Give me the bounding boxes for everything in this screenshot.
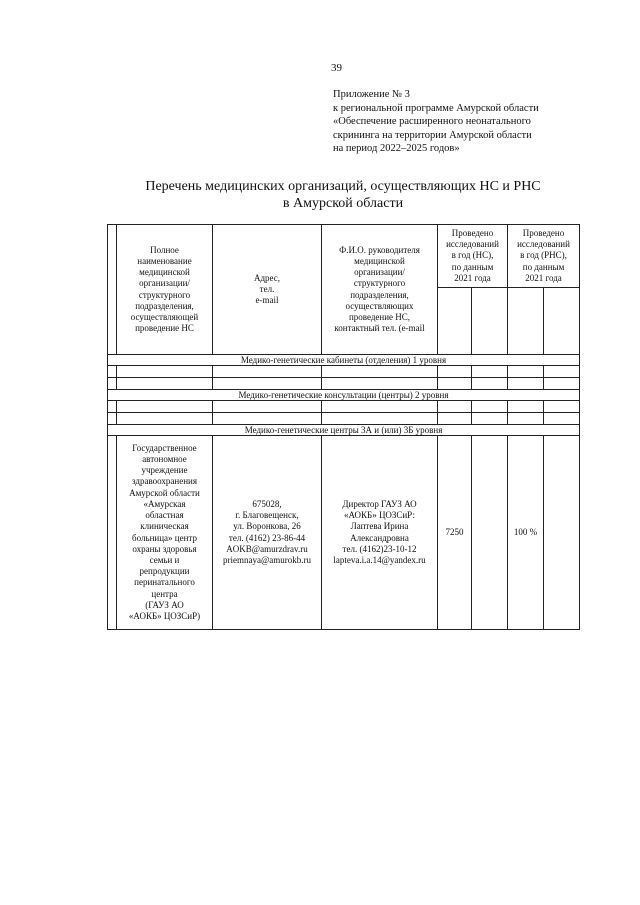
empty-cell xyxy=(108,366,117,378)
cell-text: ул. Воронкова, 26 xyxy=(233,521,301,532)
cell-text: здравоохранения xyxy=(131,476,197,487)
email-text: AOKB@amurzdrav.ru xyxy=(226,543,308,554)
appendix-line: к региональной программе Амурской области xyxy=(333,102,539,114)
cell-text: семьи и xyxy=(149,554,180,565)
name-header-cell xyxy=(117,225,213,355)
cell-text: Лаптева Ирина xyxy=(350,521,409,532)
header-text: Ф.И.О. руководителя xyxy=(339,244,420,255)
empty-cell xyxy=(322,366,438,378)
rns-header-cell xyxy=(508,225,580,288)
appendix-note xyxy=(333,88,539,156)
ns-extra-cell xyxy=(472,436,508,630)
header-text: наименование xyxy=(137,255,192,266)
rns-extra-cell xyxy=(544,436,580,630)
empty-cell xyxy=(213,401,322,413)
index-header-cell xyxy=(108,225,117,355)
empty-cell xyxy=(117,366,213,378)
rns-subheader-cell xyxy=(508,288,544,355)
cell-text: «АОКБ» ЦОЗСиР) xyxy=(128,610,201,621)
empty-cell xyxy=(508,401,544,413)
section-header: Медико-генетические кабинеты (отделения) 1 уровня xyxy=(108,355,580,366)
empty-cell xyxy=(213,378,322,390)
cell-text: учреждение xyxy=(141,465,188,476)
empty-cell xyxy=(438,413,472,425)
header-text: по данным xyxy=(522,261,565,272)
cell-text: репродукции xyxy=(139,566,190,577)
cell-text: охраны здоровья xyxy=(132,543,197,554)
cell-text: (ГАУЗ АО xyxy=(145,599,184,610)
page-number: 39 xyxy=(331,62,342,74)
cell-text: автономное xyxy=(142,454,187,465)
ns-count-cell: 7250 xyxy=(438,436,472,630)
cell-text: г. Благовещенск, xyxy=(235,510,299,521)
header-text: тел. xyxy=(259,283,275,294)
cell-text: Директор ГАУЗ АО xyxy=(342,498,417,509)
email-text: priemnaya@amurokb.ru xyxy=(222,554,311,565)
cell-text: центра xyxy=(151,588,178,599)
empty-cell xyxy=(322,401,438,413)
header-text: медицинской xyxy=(139,267,190,278)
header-text: контактный тел. (e-mail xyxy=(334,323,425,334)
cell-text: «Амурская xyxy=(143,498,186,509)
cell-text: перинатального xyxy=(134,577,195,588)
empty-cell xyxy=(108,378,117,390)
header-text: осуществляющих xyxy=(345,300,414,311)
table-row xyxy=(108,436,580,630)
header-text: Адрес, xyxy=(253,272,281,283)
empty-cell xyxy=(508,413,544,425)
appendix-line: «Обеспечение расширенного неонатального xyxy=(333,116,531,127)
empty-cell xyxy=(544,413,580,425)
cell-text: областная xyxy=(145,510,184,521)
empty-cell xyxy=(438,378,472,390)
index-cell xyxy=(108,436,117,630)
empty-cell xyxy=(472,413,508,425)
section-header: Медико-генетические консультации (центры) 2 уровня xyxy=(108,390,580,401)
appendix-line: на период 2022–2025 годов» xyxy=(333,143,460,154)
title-line: Перечень медицинских организаций, осуществляющих НС и РНС xyxy=(145,179,541,194)
header-text: организации/ xyxy=(354,267,405,278)
rns-percent-cell: 100 % xyxy=(508,436,544,630)
empty-cell xyxy=(117,401,213,413)
cell-text: Амурской области xyxy=(129,487,200,498)
ns-header-cell xyxy=(438,225,508,288)
title-line: в Амурской области xyxy=(282,196,404,211)
header-text: организации/ xyxy=(139,278,190,289)
header-text: Проведено xyxy=(522,227,565,238)
header-text: осуществляющей xyxy=(130,311,199,322)
head-header-cell xyxy=(322,225,438,355)
header-text: проведение НС, xyxy=(348,311,411,322)
address-cell xyxy=(213,436,322,630)
empty-cell xyxy=(472,401,508,413)
cell-text: 675028, xyxy=(252,498,282,509)
cell-text: Государственное xyxy=(132,442,197,453)
header-text: 2021 года xyxy=(525,272,562,283)
empty-cell xyxy=(117,378,213,390)
appendix-line: Приложение № 3 xyxy=(333,89,410,100)
empty-cell xyxy=(108,401,117,413)
header-text: по данным xyxy=(451,261,494,272)
empty-cell xyxy=(544,401,580,413)
address-header-cell xyxy=(213,225,322,355)
header-text: исследований xyxy=(446,239,499,250)
empty-cell xyxy=(472,378,508,390)
organization-name-cell xyxy=(117,436,213,630)
empty-cell xyxy=(117,413,213,425)
cell-text: тел. (4162) 23-86-44 xyxy=(228,532,306,543)
header-text: в год (НС), xyxy=(451,250,494,261)
section-header: Медико-генетические центры 3А и (или) 3Б уровня xyxy=(108,425,580,436)
ns-subheader-cell xyxy=(472,288,508,355)
document-title xyxy=(0,178,640,212)
appendix-line: скрининга на территории Амурской области xyxy=(333,129,532,141)
empty-cell xyxy=(472,366,508,378)
header-text: подразделения, xyxy=(350,289,409,300)
cell-text: клиническая xyxy=(140,521,189,532)
head-contact-cell xyxy=(322,436,438,630)
ns-subheader-cell xyxy=(438,288,472,355)
header-text: структурного xyxy=(138,289,191,300)
empty-cell xyxy=(322,378,438,390)
header-text: в год (РНС), xyxy=(520,250,567,261)
empty-cell xyxy=(108,413,117,425)
header-text: 2021 года xyxy=(454,272,491,283)
empty-cell xyxy=(322,413,438,425)
rns-subheader-cell xyxy=(544,288,580,355)
header-text: медицинской xyxy=(354,255,405,266)
empty-cell xyxy=(544,366,580,378)
header-text: проведение НС xyxy=(135,323,194,334)
header-text: подразделения, xyxy=(135,300,194,311)
header-text: структурного xyxy=(353,278,406,289)
empty-cell xyxy=(213,413,322,425)
organizations-table xyxy=(107,224,580,630)
header-text: исследований xyxy=(517,239,570,250)
cell-text: тел. (4162)23-10-12 xyxy=(342,543,417,554)
email-text: lapteva.i.a.14@yandex.ru xyxy=(333,554,426,565)
header-text: e-mail xyxy=(255,295,279,306)
cell-text: «АОКБ» ЦОЗСиР: xyxy=(343,510,416,521)
empty-cell xyxy=(544,378,580,390)
empty-cell xyxy=(438,401,472,413)
empty-cell xyxy=(438,366,472,378)
cell-text: больница» центр xyxy=(132,532,197,543)
cell-text: Александровна xyxy=(350,532,409,543)
empty-cell xyxy=(508,366,544,378)
header-text: Полное xyxy=(150,244,179,255)
empty-cell xyxy=(508,378,544,390)
header-text: Проведено xyxy=(451,227,494,238)
empty-cell xyxy=(213,366,322,378)
